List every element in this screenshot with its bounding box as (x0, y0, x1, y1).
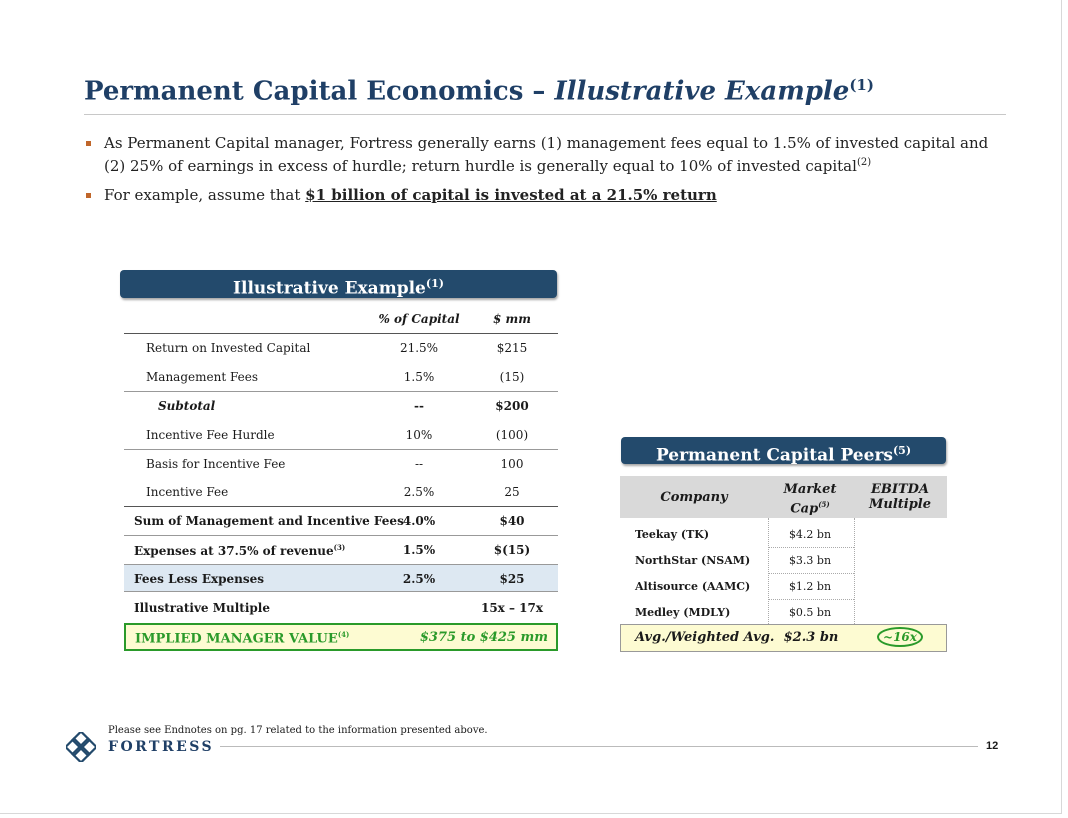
peer-company: Medley (MDLY) (635, 606, 731, 619)
col-header-amt: $ mm (493, 312, 531, 326)
bullet-item-fees (86, 134, 1001, 176)
illustrative-header: Illustrative Example$^{(1)}$ (120, 270, 557, 298)
row-pct: 1.5% (403, 370, 435, 384)
page-title: Permanent Capital Economics – Illustrative Example$^{(1)}$ (84, 76, 874, 107)
avg-label: Avg./Weighted Avg. (635, 630, 775, 645)
row-pct: -- (414, 399, 424, 413)
row-amt: 15x – 17x (480, 601, 544, 615)
fortress-logo-icon (66, 732, 96, 762)
row-label: Subtotal (158, 399, 216, 413)
row-pct: 10% (405, 428, 433, 442)
row-divider (124, 535, 558, 536)
row-label: Sum of Management and Incentive Fees (134, 514, 404, 528)
row-divider (124, 506, 558, 507)
footnote-ref: (3) (333, 543, 346, 552)
brand-wordmark: FORTRESS (108, 739, 215, 755)
peer-company: Altisource (AAMC) (635, 580, 751, 593)
col-header-mcap: Market Cap$^{(5)}$ (783, 482, 837, 517)
row-divider (124, 391, 558, 392)
footnote-ref: (4) (337, 630, 350, 639)
endnote-text: Please see Endnotes on pg. 17 related to the information presented above. (108, 725, 488, 736)
col-divider (854, 518, 855, 624)
row-amt: $25 (499, 572, 525, 586)
avg-multiple-circled: ~16x (877, 627, 923, 647)
row-label: Basis for Incentive Fee (146, 457, 286, 471)
row-label: Incentive Fee Hurdle (146, 428, 275, 442)
row-amt: $215 (496, 341, 528, 355)
row-amt: $(15) (493, 543, 531, 557)
row-amt: 25 (504, 485, 520, 499)
bullet-list (86, 134, 1001, 215)
bullet-square-icon (86, 193, 91, 198)
bullet-emphasis: $1 billion of capital is invested at a 21.5% return (305, 186, 717, 204)
col-header-company: Company (660, 490, 728, 505)
row-amt: 100 (500, 457, 524, 471)
peer-company: Teekay (TK) (635, 528, 710, 541)
title-divider (84, 114, 1006, 115)
row-pct: 4.0% (402, 514, 436, 528)
row-amt: $200 (495, 399, 529, 413)
row-label: Incentive Fee (146, 485, 229, 499)
peer-mcap: $3.3 bn (788, 554, 832, 567)
row-pct: 21.5% (399, 341, 439, 355)
row-divider (768, 573, 854, 574)
row-amt: (15) (499, 370, 525, 384)
header-divider (124, 333, 558, 334)
avg-mcap: $2.3 bn (783, 630, 839, 645)
row-divider (768, 547, 854, 548)
row-label: Illustrative Multiple (134, 601, 270, 615)
table-header-row (124, 312, 558, 328)
bullet-text: As Permanent Capital manager, Fortress generally earns (1) management fees equal to 1.5% of invested capital and (2) 25% of earnings in excess of hurdle; return hurdle is generally equal to 10% of invested capital (104, 134, 989, 175)
bullet-square-icon (86, 141, 91, 146)
row-divider (768, 599, 854, 600)
peer-mcap: $1.2 bn (788, 580, 832, 593)
peer-mcap: $4.2 bn (788, 528, 832, 541)
peers-header: Permanent Capital Peers$^{(5)}$ (621, 437, 946, 464)
average-row (620, 624, 947, 652)
row-label: Return on Invested Capital (146, 341, 311, 355)
peer-company: NorthStar (NSAM) (635, 554, 751, 567)
implied-value-row (124, 623, 558, 651)
row-pct: -- (414, 457, 424, 471)
row-label: Management Fees (146, 370, 258, 384)
implied-label: IMPLIED MANAGER VALUE (135, 631, 338, 647)
footer-divider (220, 746, 978, 747)
bullet-text: For example, assume that (104, 186, 306, 204)
footnote-ref: (2) (856, 157, 872, 168)
bullet-item-example (86, 186, 1001, 205)
row-label: Expenses at 37.5% of revenue (134, 544, 334, 558)
row-label: Fees Less Expenses (134, 572, 265, 586)
row-pct: 1.5% (402, 543, 436, 557)
col-header-ebitda: EBITDA Multiple (868, 482, 932, 512)
implied-value: $375 to $425 mm (419, 630, 548, 645)
col-header-pct: % of Capital (378, 312, 460, 326)
row-divider (124, 449, 558, 450)
row-amt: (100) (495, 428, 529, 442)
page-number: 12 (986, 740, 999, 752)
peer-mcap: $0.5 bn (788, 606, 832, 619)
row-pct: 2.5% (402, 572, 436, 586)
col-divider (768, 518, 769, 624)
row-amt: $40 (499, 514, 525, 528)
row-pct: 2.5% (403, 485, 435, 499)
